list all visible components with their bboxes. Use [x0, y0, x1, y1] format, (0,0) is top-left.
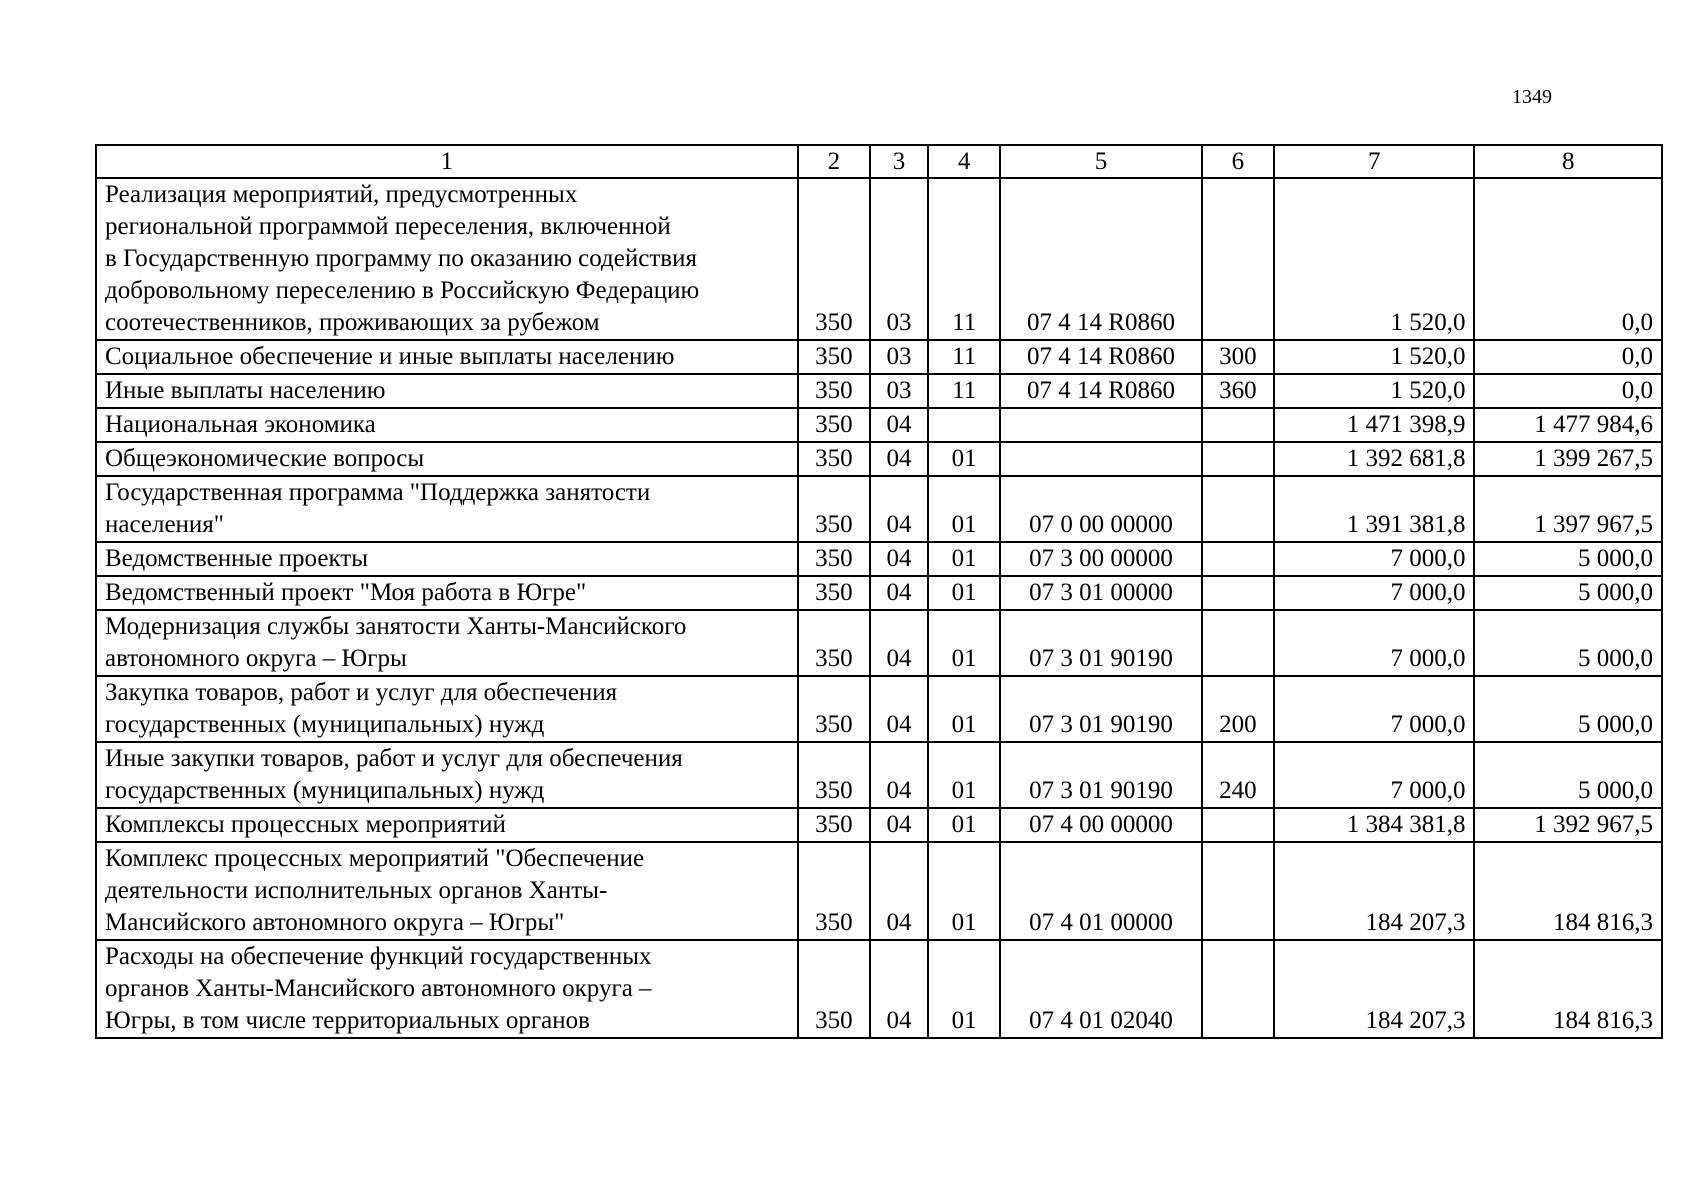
cell-subsection: 01: [928, 576, 1000, 610]
cell-admin-code: 350: [798, 542, 870, 576]
cell-name-line: Комплекс процессных мероприятий "Обеспечение: [105, 845, 645, 872]
cell-target-article: 07 4 14 R0860: [1000, 178, 1202, 340]
cell-target-article: 07 3 00 00000: [1000, 542, 1202, 576]
cell-amount-year1: 7 000,0: [1274, 610, 1475, 676]
cell-name-line: Реализация мероприятий, предусмотренных: [105, 181, 578, 208]
table-row: [96, 442, 1662, 476]
cell-subsection: 01: [928, 842, 1000, 940]
cell-section: 04: [870, 940, 928, 1038]
table-row: [96, 610, 1662, 676]
header-cell-4: 4: [928, 145, 1000, 178]
cell-name: [96, 340, 798, 374]
cell-section: 04: [870, 742, 928, 808]
cell-name-line: Общеэкономические вопросы: [105, 445, 425, 472]
cell-name-line: Ведомственные проекты: [105, 545, 369, 572]
cell-name: [96, 842, 798, 940]
table-row: [96, 742, 1662, 808]
cell-expense-type: [1202, 476, 1274, 542]
cell-admin-code: 350: [798, 676, 870, 742]
cell-name-line: Расходы на обеспечение функций государственных: [105, 943, 652, 970]
cell-expense-type: [1202, 542, 1274, 576]
cell-subsection: 01: [928, 542, 1000, 576]
cell-amount-year2: 5 000,0: [1474, 742, 1662, 808]
cell-target-article: [1000, 408, 1202, 442]
cell-amount-year1: 7 000,0: [1274, 576, 1475, 610]
cell-name: [96, 408, 798, 442]
cell-amount-year1: 1 520,0: [1274, 374, 1475, 408]
table-row: [96, 676, 1662, 742]
cell-name-line: Закупка товаров, работ и услуг для обеспечения: [105, 679, 618, 706]
cell-expense-type: [1202, 808, 1274, 842]
cell-admin-code: 350: [798, 476, 870, 542]
cell-admin-code: 350: [798, 842, 870, 940]
cell-section: 04: [870, 842, 928, 940]
cell-name: [96, 476, 798, 542]
cell-target-article: [1000, 442, 1202, 476]
cell-name-line: государственных (муниципальных) нужд: [105, 711, 545, 738]
header-cell-3: 3: [870, 145, 928, 178]
cell-name: [96, 676, 798, 742]
cell-admin-code: 350: [798, 340, 870, 374]
cell-amount-year1: 7 000,0: [1274, 676, 1475, 742]
cell-section: 04: [870, 408, 928, 442]
cell-name-line: региональной программой переселения, включенной: [105, 213, 671, 240]
cell-expense-type: [1202, 940, 1274, 1038]
cell-name-line: соотечественников, проживающих за рубежом: [105, 309, 600, 336]
cell-subsection: 11: [928, 374, 1000, 408]
table-row: [96, 178, 1662, 340]
table-row: [96, 542, 1662, 576]
cell-expense-type: [1202, 610, 1274, 676]
cell-admin-code: 350: [798, 442, 870, 476]
cell-amount-year1: 184 207,3: [1274, 842, 1475, 940]
cell-target-article: 07 3 01 90190: [1000, 610, 1202, 676]
cell-name-line: Комплексы процессных мероприятий: [105, 811, 506, 838]
cell-target-article: 07 3 01 90190: [1000, 676, 1202, 742]
cell-target-article: 07 0 00 00000: [1000, 476, 1202, 542]
cell-section: 03: [870, 340, 928, 374]
cell-subsection: 01: [928, 808, 1000, 842]
cell-amount-year2: 5 000,0: [1474, 676, 1662, 742]
cell-name-line: Национальная экономика: [105, 411, 376, 438]
header-row: [96, 145, 1662, 178]
cell-target-article: 07 3 01 90190: [1000, 742, 1202, 808]
cell-subsection: 01: [928, 742, 1000, 808]
cell-expense-type: 200: [1202, 676, 1274, 742]
cell-name-line: Государственная программа "Поддержка занятости: [105, 479, 651, 506]
table-row: [96, 940, 1662, 1038]
cell-amount-year2: 0,0: [1474, 178, 1662, 340]
table-row: [96, 340, 1662, 374]
cell-expense-type: 360: [1202, 374, 1274, 408]
cell-subsection: 01: [928, 610, 1000, 676]
table-row: [96, 576, 1662, 610]
cell-admin-code: 350: [798, 178, 870, 340]
cell-name-line: населения": [105, 511, 225, 538]
cell-amount-year1: 1 471 398,9: [1274, 408, 1475, 442]
cell-subsection: 11: [928, 178, 1000, 340]
cell-amount-year2: 5 000,0: [1474, 610, 1662, 676]
table-row: [96, 374, 1662, 408]
cell-admin-code: 350: [798, 408, 870, 442]
cell-amount-year2: 1 392 967,5: [1474, 808, 1662, 842]
cell-target-article: 07 4 00 00000: [1000, 808, 1202, 842]
header-cell-6: 6: [1202, 145, 1274, 178]
header-cell-1: 1: [96, 145, 798, 178]
cell-amount-year1: 1 391 381,8: [1274, 476, 1475, 542]
cell-amount-year2: 5 000,0: [1474, 576, 1662, 610]
cell-amount-year1: 1 392 681,8: [1274, 442, 1475, 476]
cell-name: [96, 610, 798, 676]
cell-subsection: [928, 408, 1000, 442]
cell-name-line: Мансийского автономного округа – Югры": [105, 909, 565, 936]
header-cell-8: 8: [1474, 145, 1662, 178]
cell-amount-year2: 1 397 967,5: [1474, 476, 1662, 542]
cell-target-article: 07 4 01 02040: [1000, 940, 1202, 1038]
cell-expense-type: [1202, 576, 1274, 610]
cell-target-article: 07 4 14 R0860: [1000, 340, 1202, 374]
cell-amount-year2: 0,0: [1474, 374, 1662, 408]
cell-expense-type: 240: [1202, 742, 1274, 808]
cell-expense-type: [1202, 178, 1274, 340]
cell-amount-year2: 184 816,3: [1474, 940, 1662, 1038]
cell-name: [96, 940, 798, 1038]
cell-name: [96, 808, 798, 842]
cell-section: 04: [870, 676, 928, 742]
cell-name-line: Ведомственный проект "Моя работа в Югре": [105, 579, 587, 606]
cell-amount-year2: 1 477 984,6: [1474, 408, 1662, 442]
cell-name-line: автономного округа – Югры: [105, 645, 407, 672]
table-row: [96, 476, 1662, 542]
cell-name: [96, 576, 798, 610]
cell-amount-year1: 7 000,0: [1274, 542, 1475, 576]
cell-name: [96, 542, 798, 576]
cell-subsection: 01: [928, 476, 1000, 542]
cell-section: 04: [870, 610, 928, 676]
cell-amount-year1: 184 207,3: [1274, 940, 1475, 1038]
cell-name-line: Иные закупки товаров, работ и услуг для обеспечения: [105, 745, 683, 772]
cell-name-line: Иные выплаты населению: [105, 377, 386, 404]
cell-section: 04: [870, 542, 928, 576]
cell-target-article: 07 3 01 00000: [1000, 576, 1202, 610]
cell-name-line: добровольному переселению в Российскую Федерацию: [105, 277, 700, 304]
cell-admin-code: 350: [798, 374, 870, 408]
table-body: [96, 178, 1662, 1038]
table-row: [96, 842, 1662, 940]
cell-admin-code: 350: [798, 742, 870, 808]
cell-name-line: Модернизация службы занятости Ханты-Мансийского: [105, 613, 687, 640]
cell-name: [96, 742, 798, 808]
cell-admin-code: 350: [798, 610, 870, 676]
cell-amount-year1: 7 000,0: [1274, 742, 1475, 808]
cell-amount-year1: 1 520,0: [1274, 340, 1475, 374]
cell-amount-year2: 5 000,0: [1474, 542, 1662, 576]
budget-table: [95, 144, 1663, 1039]
page-number: 1349: [1512, 86, 1552, 108]
cell-subsection: 01: [928, 940, 1000, 1038]
cell-target-article: 07 4 01 00000: [1000, 842, 1202, 940]
table-row: [96, 808, 1662, 842]
header-cell-5: 5: [1000, 145, 1202, 178]
cell-section: 04: [870, 476, 928, 542]
cell-name-line: Югры, в том числе территориальных органов: [105, 1007, 590, 1034]
cell-admin-code: 350: [798, 940, 870, 1038]
cell-name: [96, 178, 798, 340]
cell-subsection: 11: [928, 340, 1000, 374]
cell-name-line: государственных (муниципальных) нужд: [105, 777, 545, 804]
cell-name-line: деятельности исполнительных органов Ханты-: [105, 877, 608, 904]
cell-expense-type: 300: [1202, 340, 1274, 374]
cell-section: 04: [870, 808, 928, 842]
cell-expense-type: [1202, 408, 1274, 442]
cell-name-line: в Государственную программу по оказанию содействия: [105, 245, 697, 272]
cell-amount-year1: 1 520,0: [1274, 178, 1475, 340]
cell-amount-year1: 1 384 381,8: [1274, 808, 1475, 842]
cell-section: 04: [870, 442, 928, 476]
cell-section: 03: [870, 374, 928, 408]
cell-section: 03: [870, 178, 928, 340]
cell-name: [96, 442, 798, 476]
cell-amount-year2: 0,0: [1474, 340, 1662, 374]
cell-amount-year2: 184 816,3: [1474, 842, 1662, 940]
table-row: [96, 408, 1662, 442]
cell-expense-type: [1202, 842, 1274, 940]
header-cell-7: 7: [1274, 145, 1475, 178]
cell-admin-code: 350: [798, 576, 870, 610]
cell-expense-type: [1202, 442, 1274, 476]
header-cell-2: 2: [798, 145, 870, 178]
cell-target-article: 07 4 14 R0860: [1000, 374, 1202, 408]
cell-name-line: органов Ханты-Мансийского автономного округа –: [105, 975, 652, 1002]
cell-subsection: 01: [928, 676, 1000, 742]
cell-admin-code: 350: [798, 808, 870, 842]
cell-name: [96, 374, 798, 408]
cell-subsection: 01: [928, 442, 1000, 476]
cell-amount-year2: 1 399 267,5: [1474, 442, 1662, 476]
cell-name-line: Социальное обеспечение и иные выплаты населению: [105, 343, 675, 370]
cell-section: 04: [870, 576, 928, 610]
